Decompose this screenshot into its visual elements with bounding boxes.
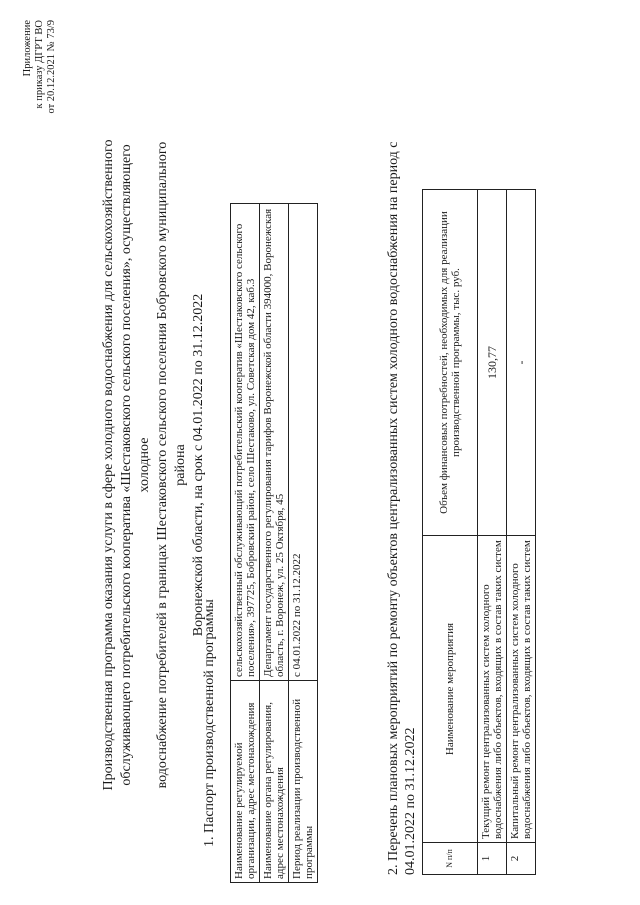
title-line: Воронежской области, на срок с 04.01.2022 по 31.12.2022 <box>191 293 206 637</box>
table-cell-value: с 04.01.2022 по 31.12.2022 <box>289 204 318 681</box>
row-value: 130,77 <box>478 190 507 536</box>
table-row <box>478 190 507 875</box>
passport-table <box>230 203 318 883</box>
row-name: Капитальный ремонт централизованных систем холодного водоснабжения либо объектов, входящих в состав таких систем <box>507 536 536 843</box>
title-line: водоснабжение потребителей в границах Шестаковского сельского поселения Бобровского муниципального района <box>155 141 188 789</box>
table-cell-label: Период реализации производственной программы <box>289 681 318 883</box>
table-cell-label: Наименование органа регулирования, адрес местонахождения <box>260 681 289 883</box>
document-title <box>100 135 208 795</box>
table-cell-label: Наименование регулируемой организации, адрес местонахождения <box>231 681 260 883</box>
row-value: - <box>507 190 536 536</box>
header-value: Объем финансовых потребностей, необходимых для реализации производственной программы, тыс. руб. <box>423 190 478 536</box>
row-num: 2 <box>507 843 536 875</box>
table-cell-value: Департамент государственного регулирования тарифов Воронежской области 394000, Воронежская область, г. Воронеж, ул. 25 Октября, 45 <box>260 204 289 681</box>
table-row <box>289 204 318 883</box>
table-header-row <box>423 190 478 875</box>
header-num: N п/п <box>423 843 478 875</box>
row-num: 1 <box>478 843 507 875</box>
header-name: Наименование мероприятия <box>423 536 478 843</box>
section2-heading: 2. Перечень плановых мероприятий по ремонту объектов централизованных систем холодного водоснабжения на период с 04.01.2022 по 31.12.2022 <box>386 141 418 875</box>
annex-line: Приложение <box>22 20 33 77</box>
table-cell-value: сельскохозяйственный обслуживающий потребительский кооператив «Шестаковского сельского поселения», 397725, Бобровский район, село Шестаково, ул. Советская дом 42, каб.3 <box>231 204 260 681</box>
repairs-table <box>422 189 536 875</box>
annex-line: к приказу ДГРТ ВО <box>34 20 45 109</box>
table-row <box>260 204 289 883</box>
table-row <box>507 190 536 875</box>
annex-line: от 20.12.2021 № 73/9 <box>46 20 57 114</box>
row-name: Текущий ремонт централизованных систем холодного водоснабжения либо объектов, входящих в состав таких систем <box>478 536 507 843</box>
title-line: обслуживающего потребительского кооператива «Шестаковского сельского поселения», осуществляющего холодное <box>119 144 152 786</box>
table-row <box>231 204 260 883</box>
section1-heading: 1. Паспорт производственной программы <box>202 599 217 847</box>
annex-block <box>22 20 58 160</box>
title-line: Производственная программа оказания услуги в сфере холодного водоснабжения для сельскохозяйственного <box>101 139 116 791</box>
